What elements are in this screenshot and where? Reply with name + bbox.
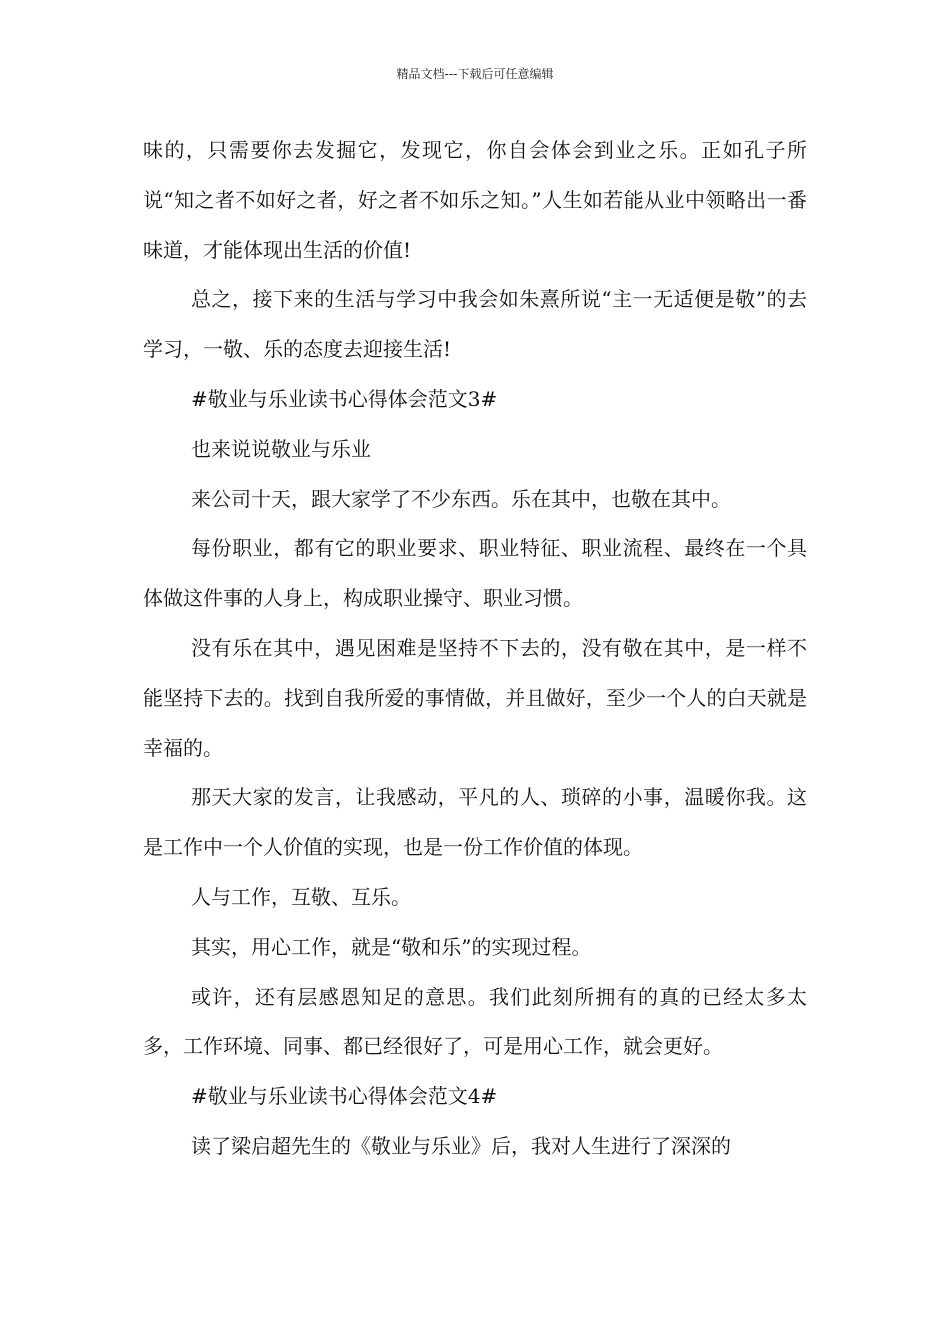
page-header: 精品文档---下载后可任意编辑 [396,67,554,81]
paragraph-7: 人与工作，互敬、互乐。 [191,884,411,909]
paragraph-4: 每份职业，都有它的职业要求、职业特征、职业流程、最终在一个具体做这件事的人身上，构成职业操守、职业习惯。 [143,536,807,611]
paragraph-6: 那天大家的发言，让我感动，平凡的人、琐碎的小事，温暖你我。这是工作中一个人价值的实现，也是一份工作价值的体现。 [143,785,807,860]
document-body [143,126,807,1172]
article-title: 也来说说敬业与乐业 [191,436,371,461]
section-heading-3: #敬业与乐业读书心得体会范文3# [191,386,498,411]
paragraph-3: 来公司十天，跟大家学了不少东西。乐在其中，也敬在其中。 [191,486,731,511]
paragraph-8: 其实，用心工作，就是“敬和乐”的实现过程。 [191,934,592,959]
paragraph-1: 味的，只需要你去发掘它，发现它，你自会体会到业之乐。正如孔子所说“知之者不如好之者，好之者不如乐之知。”人生如若能从业中领略出一番味道，才能体现出生活的价值! [143,138,807,262]
paragraph-9: 或许，还有层感恩知足的意思。我们此刻所拥有的真的已经太多太多，工作环境、同事、都已经很好了，可是用心工作，就会更好。 [143,984,807,1059]
paragraph-5: 没有乐在其中，遇见困难是坚持不下去的，没有敬在其中，是一样不能坚持下去的。找到自我所爱的事情做，并且做好，至少一个人的白天就是幸福的。 [143,635,807,760]
section-heading-4: #敬业与乐业读书心得体会范文4# [191,1084,498,1109]
paragraph-10: 读了梁启超先生的《敬业与乐业》后，我对人生进行了深深的 [191,1133,731,1158]
paragraph-2: 总之，接下来的生活与学习中我会如朱熹所说“主一无适便是敬”的去学习，一敬、乐的态度去迎接生活! [143,287,807,362]
